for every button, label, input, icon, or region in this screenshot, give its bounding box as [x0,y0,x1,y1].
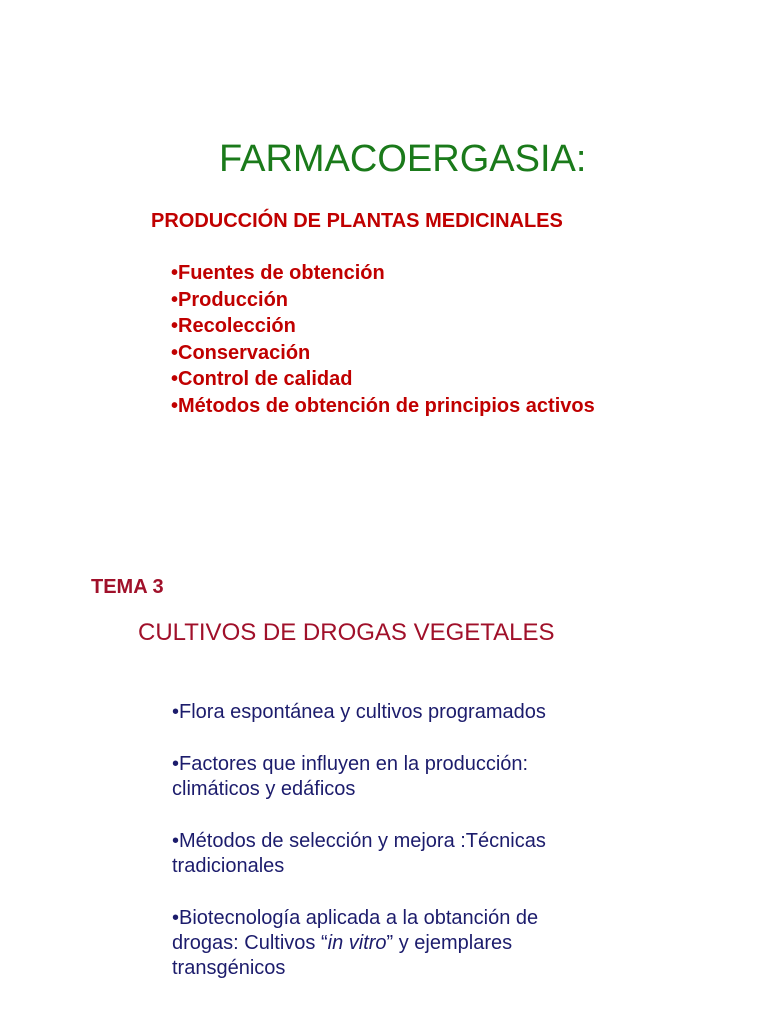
topic-list [171,260,595,419]
list-item: •Fuentes de obtención [171,262,385,284]
list-item-line: tradicionales [172,855,285,877]
list-item: •Métodos de obtención de principios activos [171,394,595,417]
tema-label: TEMA 3 [91,576,164,598]
subtitle: PRODUCCIÓN DE PLANTAS MEDICINALES [151,210,563,232]
list-item-text: ” y ejemplares [386,932,513,954]
list-item [172,829,732,879]
list-item-text: drogas: Cultivos “ [172,932,328,954]
contents-list [172,700,732,1008]
list-item [172,906,732,981]
list-item: •Recolección [171,315,296,337]
list-item-line: transgénicos [172,957,286,979]
list-item-line: •Biotecnología aplicada a la obtanción de [172,907,539,929]
list-item-line: •Métodos de selección y mejora :Técnicas [172,830,546,852]
list-item [172,752,732,802]
section-heading: CULTIVOS DE DROGAS VEGETALES [138,619,555,646]
page-title: FARMACOERGASIA: [219,138,587,180]
list-item-line: •Factores que influyen en la producción: [172,753,529,775]
list-item: •Producción [171,288,289,311]
list-item: •Control de calidad [171,368,353,390]
list-item-line: climáticos y edáficos [172,778,356,800]
list-item: •Conservación [171,341,311,364]
list-item-line: •Flora espontánea y cultivos programados [172,701,546,723]
list-item-line [172,931,732,956]
list-item [172,700,732,725]
italic-term: in vitro [327,932,387,954]
